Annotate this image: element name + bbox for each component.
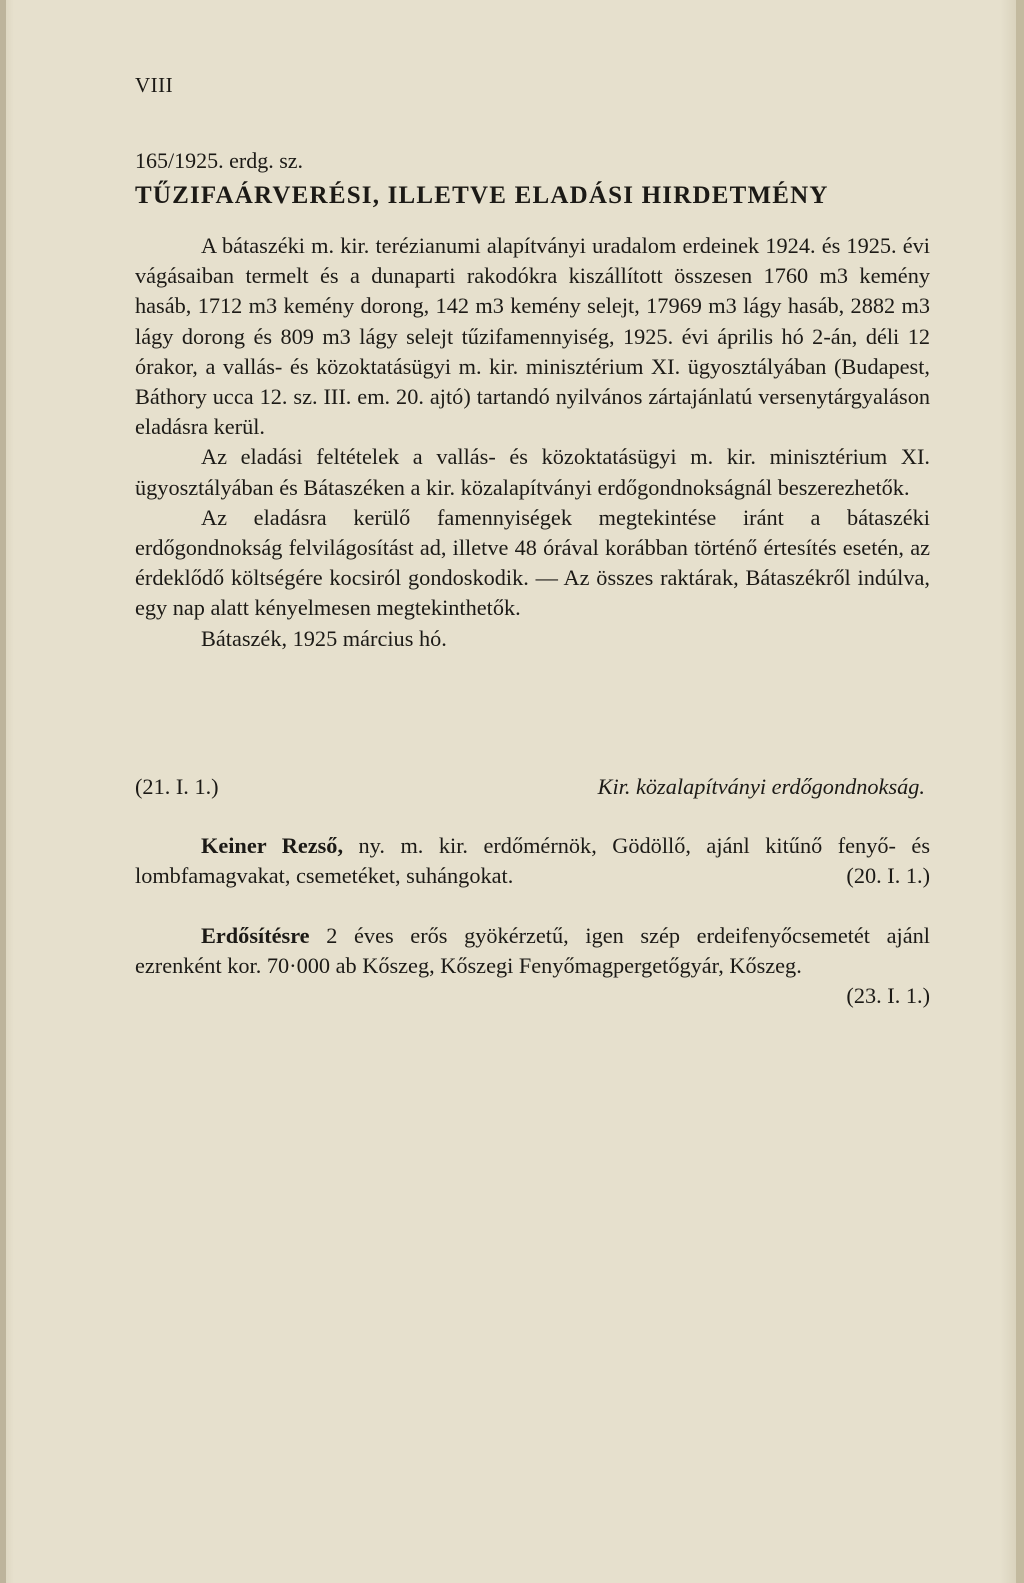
page-edge-left <box>0 0 6 1583</box>
page-edge-right <box>1016 0 1024 1583</box>
ad-keiner-lead: Keiner Rezső, <box>201 833 344 858</box>
ad-erdositesre-lead: Erdősítésre <box>201 923 310 948</box>
ad-erdositesre <box>135 921 930 1012</box>
ad-keiner-code: (20. I. 1.) <box>846 863 930 889</box>
ad-erdositesre-text: 2 éves erős gyökérzetű, igen szép erdeifenyőcsemetét ajánl ezrenként kor. 70·000 ab Kőszeg, Kőszegi Fenyőmagpergetőgyár, Kőszeg. <box>135 923 930 979</box>
ad-keiner <box>135 831 930 891</box>
notice-paragraph-2: Az eladási feltételek a vallás- és közoktatásügyi m. kir. minisztérium XI. ügyosztályában és Bátaszéken a kir. közalapítványi erdőgondnokságnál beszerezhetők. <box>135 444 930 500</box>
notice-signature: Kir. közalapítványi erdőgondnokság. <box>597 774 925 799</box>
ad-erdositesre-code: (23. I. 1.) <box>846 983 930 1009</box>
ad-keiner-text: ny. m. kir. erdőmérnök, Gödöllő, ajánl kitűnő fenyő- és lombfamagvakat, csemetéket, suhángokat. <box>135 833 930 889</box>
notice-body <box>135 231 930 654</box>
reference-number: 165/1925. erdg. sz. <box>135 148 304 173</box>
notice-paragraph-3: Az eladásra kerülő famennyiségek megtekintése iránt a bátaszéki erdőgondnokság felvilágosítást ad, illetve 48 órával korábban történő értesítés esetén, az érdeklődő költségére kocsiról gondoskodik. — Az összes raktárak, Bátaszékről indúlva, egy nap alatt kényelmesen megtekinthetők. <box>135 504 930 621</box>
notice-paragraph-1: A bátaszéki m. kir. terézianumi alapítványi uradalom erdeinek 1924. és 1925. évi vágásaiban termelt és a dunaparti rakodókra kiszállított összesen 1760 m3 kemény hasáb, 1712 m3 kemény dorong, 142 m3 kemény selejt, 17969 m3 lágy hasáb, 2882 m3 lágy dorong és 809 m3 lágy selejt tűzifamennyiség, 1925. évi április hó 2-án, déli 12 órakor, a vallás- és közoktatásügyi m. kir. minisztérium XI. ügyosztályában (Budapest, Báthory ucca 12. sz. III. em. 20. ajtó) tartandó nyilvános zártajánlatú versenytárgyaláson eladásra kerül. <box>135 233 930 440</box>
notice-title: TŰZIFAÁRVERÉSI, ILLETVE ELADÁSI HIRDETMÉNY <box>135 182 829 209</box>
notice-code: (21. I. 1.) <box>135 774 219 799</box>
notice-place-date: Bátaszék, 1925 március hó. <box>201 625 447 651</box>
page-number: VIII <box>135 73 174 97</box>
notice-signature-row <box>135 772 930 802</box>
